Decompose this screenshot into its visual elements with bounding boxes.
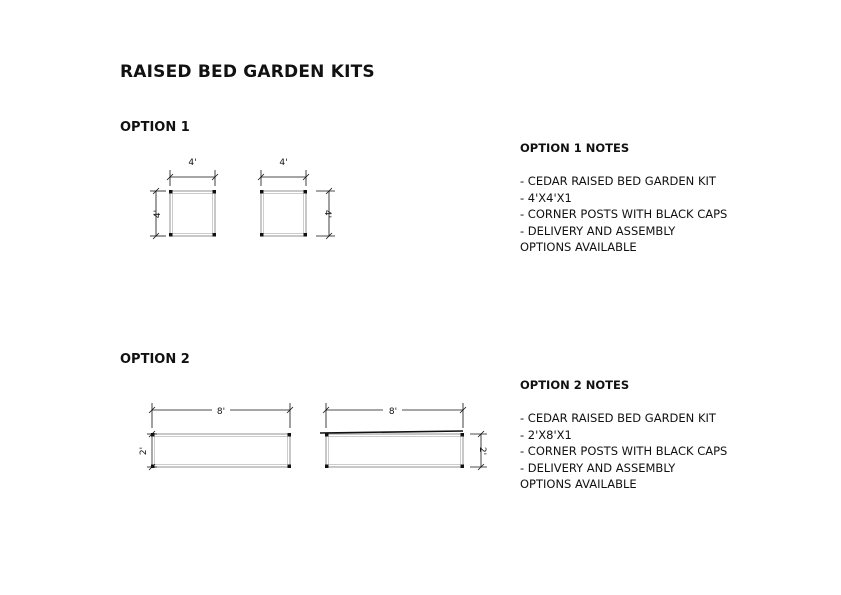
option-2-right-height-label: 2'	[477, 446, 487, 456]
option-1-note-line: OPTIONS AVAILABLE	[520, 240, 637, 254]
page-title: RAISED BED GARDEN KITS	[120, 62, 375, 82]
option-1-note-line: - CEDAR RAISED BED GARDEN KIT	[520, 174, 716, 188]
option-2-bed-right	[320, 431, 464, 468]
option-1-note-line: - 4'X4'X1	[520, 190, 572, 205]
option-2-heading: OPTION 2	[120, 352, 190, 367]
option-1-left-height-label: 4'	[153, 209, 163, 219]
option-1-note-line: - CORNER POSTS WITH BLACK CAPS	[520, 207, 728, 221]
option-2-left-height-label: 2'	[139, 446, 149, 456]
option-2-note-line: - DELIVERY AND ASSEMBLY	[520, 460, 676, 475]
option-2-right-width-label: 8'	[388, 407, 398, 417]
option-1-note-line: - DELIVERY AND ASSEMBLY	[520, 223, 676, 238]
option-2-note-line: - CORNER POSTS WITH BLACK CAPS	[520, 444, 728, 458]
option-1-right-width-label: 4'	[279, 158, 288, 168]
option-1-left-width-label: 4'	[188, 158, 197, 168]
option-1-left-width-dimension	[167, 170, 218, 186]
option-2-note-line: - 2'X8'X1	[520, 427, 572, 442]
option-1-notes-title: OPTION 1 NOTES	[520, 141, 630, 155]
option-2-note-line: OPTIONS AVAILABLE	[520, 477, 637, 491]
option-1-right-height-label: 4'	[322, 209, 332, 219]
option-1-right-width-dimension	[258, 170, 309, 186]
option-1-bed-left	[169, 190, 216, 237]
option-2-bed-left	[151, 433, 291, 468]
option-2-left-width-label: 8'	[216, 407, 226, 417]
option-2-notes-title: OPTION 2 NOTES	[520, 378, 630, 392]
option-1-bed-right	[260, 190, 307, 237]
option-1-heading: OPTION 1	[120, 120, 190, 135]
option-2-note-line: - CEDAR RAISED BED GARDEN KIT	[520, 411, 716, 425]
